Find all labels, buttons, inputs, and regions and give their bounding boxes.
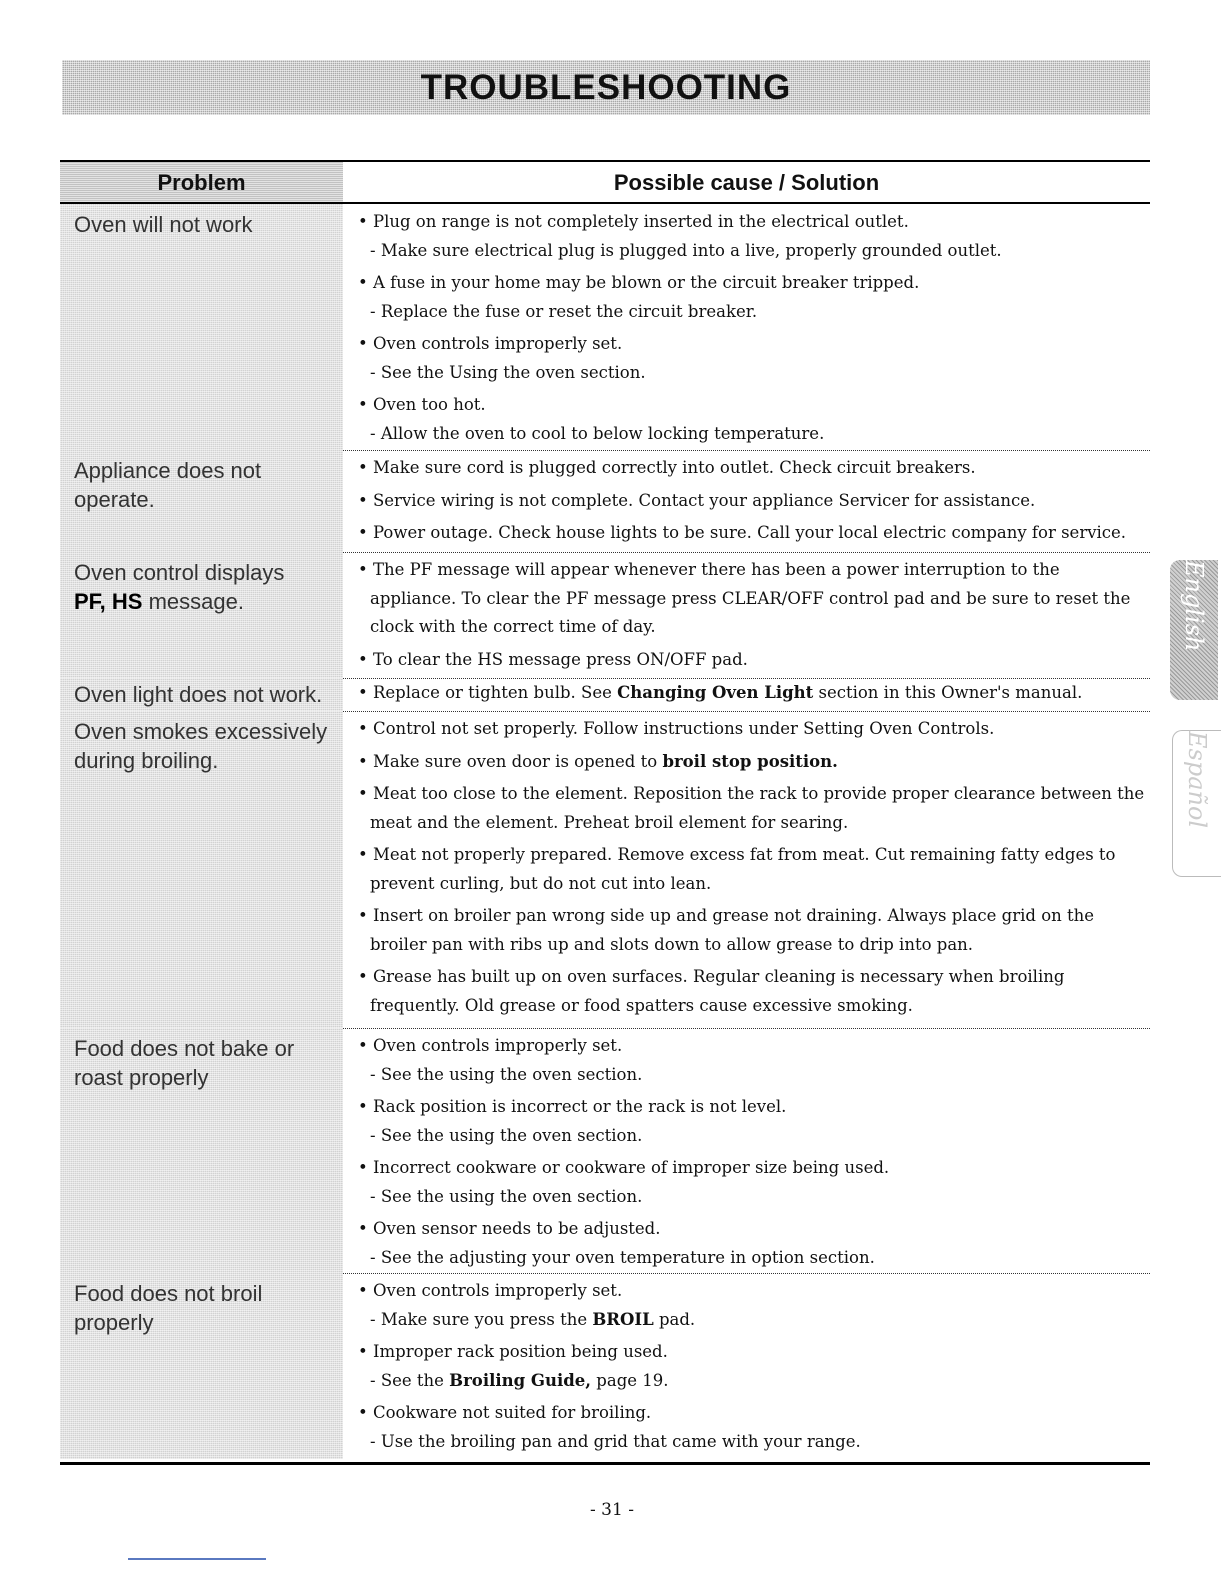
problem-cell: Oven smokes excessively during broiling.	[60, 711, 343, 1028]
cause: • Grease has built up on oven surfaces. Regular cleaning is necessary when broiling frequently. Old grease or food spatters cause excessive smoking.	[358, 967, 1065, 1015]
page-title: TROUBLESHOOTING	[420, 68, 792, 107]
solution-cell	[358, 450, 1150, 552]
tab-english[interactable]: English	[1170, 560, 1218, 700]
cause: • Rack position is incorrect or the rack is not level.	[358, 1097, 787, 1116]
solution: - See the Broiling Guide, page 19.	[370, 1370, 669, 1390]
solution: - See the adjusting your oven temperature in option section.	[370, 1247, 875, 1267]
table-row	[60, 450, 1150, 553]
cause: • Incorrect cookware or cookware of improper size being used.	[358, 1158, 890, 1177]
problem-cell: Oven control displays PF, HS message.	[60, 552, 343, 678]
divider	[128, 1558, 266, 1560]
cause: • Make sure oven door is opened to broil stop position.	[358, 751, 838, 771]
cause: • Cookware not suited for broiling.	[358, 1403, 652, 1422]
cause: • Replace or tighten bulb. See Changing Oven Light section in this Owner's manual.	[358, 683, 1083, 702]
solution-cell	[358, 1028, 1150, 1276]
problem-cell: Food does not broil properly	[60, 1273, 343, 1459]
solution: - See the using the oven section.	[370, 1064, 643, 1084]
problem-header: Problem	[60, 162, 343, 202]
solution: - See the using the oven section.	[370, 1186, 643, 1206]
tab-espanol[interactable]: Español	[1172, 730, 1221, 877]
solution: - Make sure you press the BROIL pad.	[370, 1309, 696, 1329]
table-row	[60, 1273, 1150, 1459]
cause: • Insert on broiler pan wrong side up and grease not draining. Always place grid on the broiler pan with ribs up and slots down to allow grease to drip into pan.	[358, 906, 1095, 954]
table-row	[60, 678, 1150, 712]
solution-cell	[358, 1273, 1150, 1460]
solution: - Replace the fuse or reset the circuit breaker.	[370, 301, 758, 321]
cause: • Make sure cord is plugged correctly into outlet. Check circuit breakers.	[358, 458, 976, 477]
solution: - See the using the oven section.	[370, 1125, 643, 1145]
cause: • To clear the HS message press ON/OFF pad.	[358, 649, 748, 669]
solution-cell	[358, 552, 1150, 678]
table-row	[60, 1028, 1150, 1274]
solution-cell	[358, 678, 1150, 708]
solution: - Use the broiling pan and grid that came with your range.	[370, 1431, 861, 1451]
cause: • Control not set properly. Follow instructions under Setting Oven Controls.	[358, 719, 995, 738]
cause: • Oven controls improperly set.	[358, 1281, 623, 1300]
solution: - See the Using the oven section.	[370, 362, 646, 382]
cause: • Improper rack position being used.	[358, 1342, 668, 1361]
cause: • Plug on range is not completely inserted in the electrical outlet.	[358, 212, 909, 231]
problem-cell: Oven light does not work.	[60, 678, 343, 711]
solution-cell	[358, 711, 1150, 1024]
page-number: - 31 -	[590, 1500, 634, 1520]
solution-cell	[358, 204, 1150, 452]
cause: • Meat too close to the element. Reposition the rack to provide proper clearance between the meat and the element. Preheat broil element for searing.	[358, 784, 1145, 832]
cause: • Service wiring is not complete. Contact your appliance Servicer for assistance.	[358, 490, 1036, 510]
table-row	[60, 204, 1150, 451]
problem-cell: Oven will not work	[60, 204, 343, 450]
table-row	[60, 711, 1150, 1029]
table-row	[60, 552, 1150, 679]
troubleshooting-table	[60, 160, 1150, 1465]
cause: • Oven sensor needs to be adjusted.	[358, 1219, 661, 1238]
solution: - Make sure electrical plug is plugged into a live, properly grounded outlet.	[370, 240, 1002, 260]
cause: • Meat not properly prepared. Remove excess fat from meat. Cut remaining fatty edges to prevent curling, but do not cut into lean.	[358, 845, 1116, 893]
problem-cell: Food does not bake or roast properly	[60, 1028, 343, 1273]
cause: • A fuse in your home may be blown or the circuit breaker tripped.	[358, 273, 920, 292]
title-banner	[62, 60, 1150, 115]
cause: • Oven too hot.	[358, 395, 486, 414]
cause: • Oven controls improperly set.	[358, 1036, 623, 1055]
cause: • Power outage. Check house lights to be sure. Call your local electric company for service.	[358, 523, 1127, 542]
cause: • The PF message will appear whenever there has been a power interruption to the appliance. To clear the PF message press CLEAR/OFF control pad and be sure to reset the clock with the correct time of day.	[358, 560, 1131, 636]
problem-cell: Appliance does not operate.	[60, 450, 343, 552]
solution-header: Possible cause / Solution	[613, 170, 880, 195]
solution: - Allow the oven to cool to below locking temperature.	[370, 423, 825, 443]
table-header	[60, 162, 1150, 204]
cause: • Oven controls improperly set.	[358, 334, 623, 353]
